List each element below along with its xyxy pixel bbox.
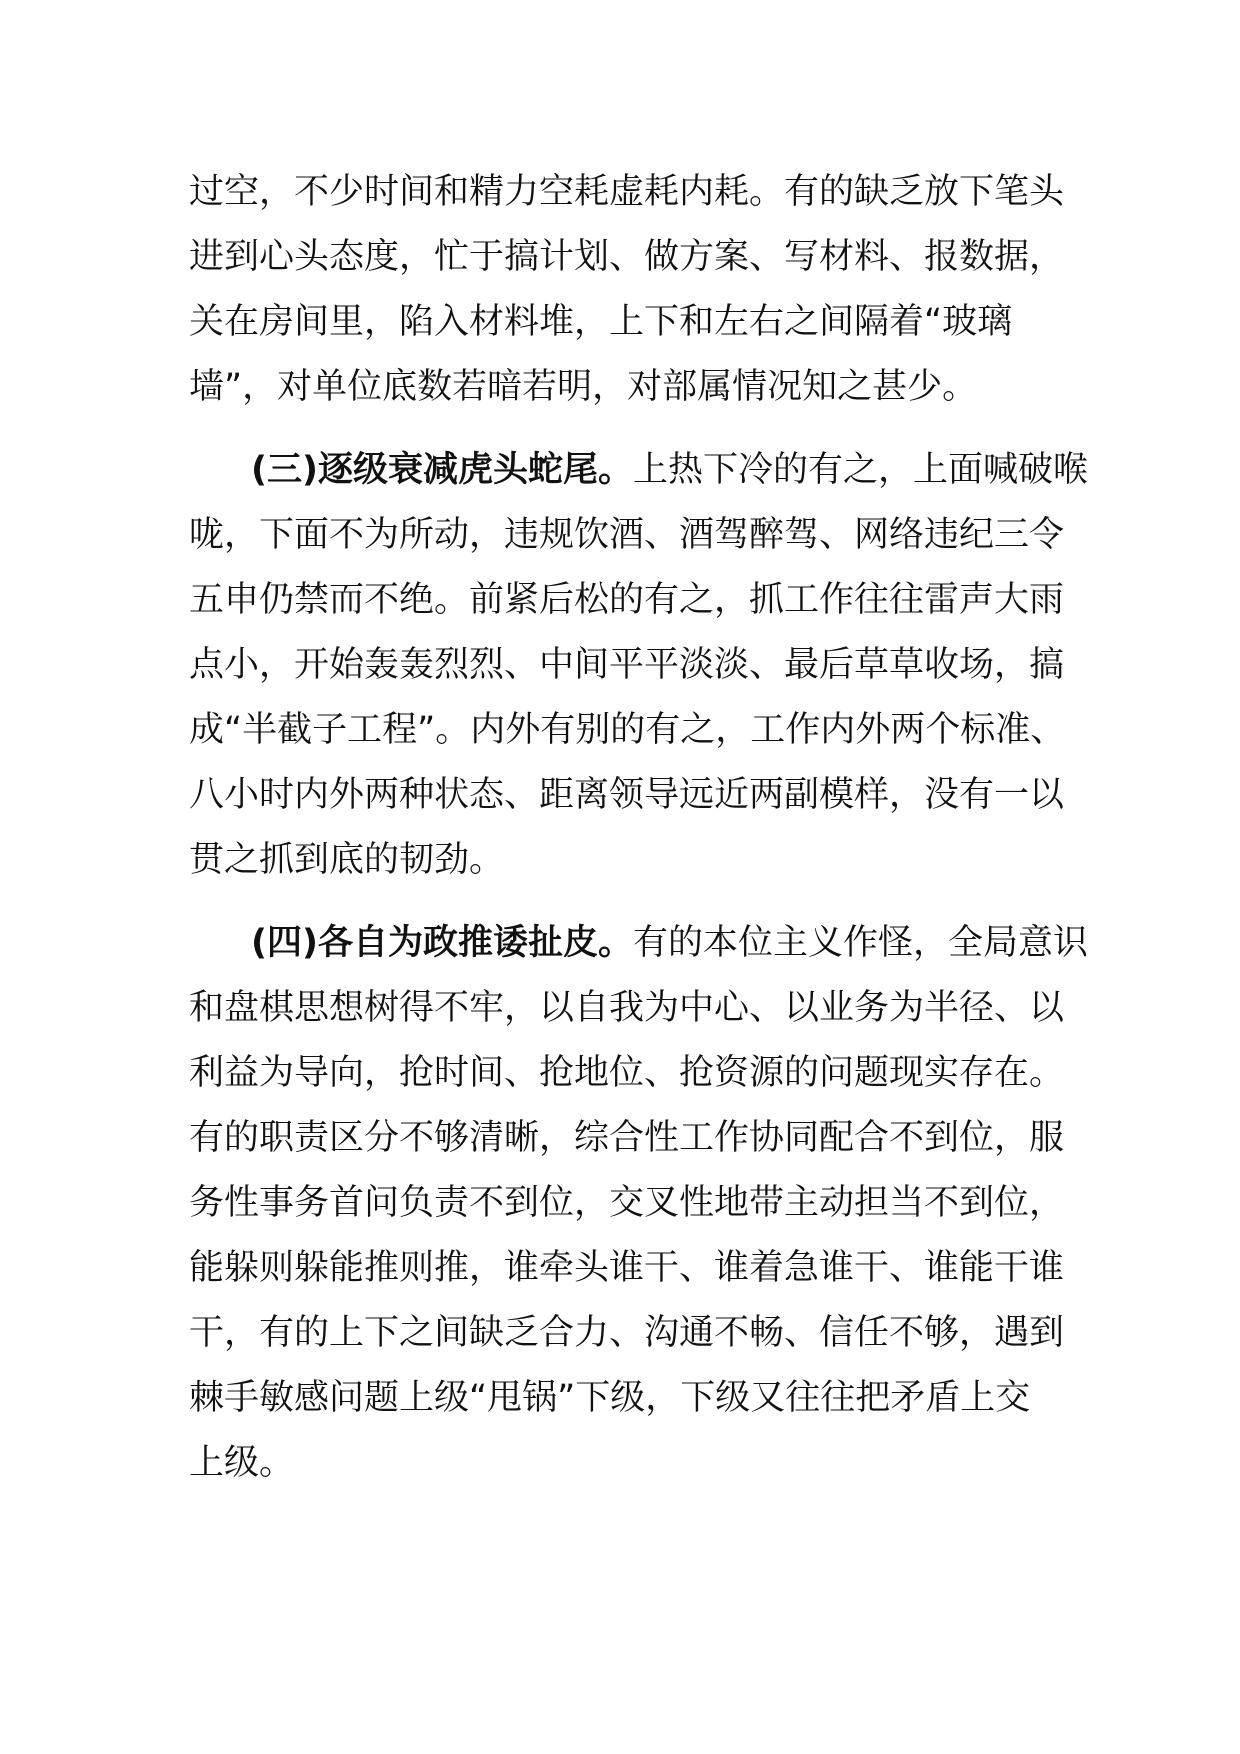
text-line: 务性事务首问负责不到位，交叉性地带主动担当不到位， <box>189 1183 1065 1223</box>
text-line: 棘手敏感问题上级“甩锅”下级，下级又往往把矛盾上交 <box>189 1378 1031 1418</box>
text-line: 利益为导向，抢时间、抢地位、抢资源的问题现实存在。 <box>189 1053 1065 1093</box>
text-line: 能躲则躲能推则推，谁牵头谁干、谁着急谁干、谁能干谁 <box>189 1248 1065 1288</box>
section-heading: (三)逐级衰减虎头蛇尾。 <box>251 450 633 490</box>
text-line: 五申仍禁而不绝。前紧后松的有之，抓工作往往雷声大雨 <box>189 580 1065 620</box>
text-line: 干，有的上下之间缺乏合力、沟通不畅、信任不够，遇到 <box>189 1313 1065 1353</box>
text-line: 点小，开始轰轰烈烈、中间平平淡淡、最后草草收场，搞 <box>189 645 1065 685</box>
text-line: 过空，不少时间和精力空耗虚耗内耗。有的缺乏放下笔头 <box>189 172 1065 212</box>
text-line: 关在房间里，陷入材料堆，上下和左右之间隔着“玻璃 <box>189 302 1013 342</box>
paragraph-continuation <box>189 160 1069 420</box>
paragraph-section-3 <box>189 438 1089 893</box>
text-line: 贯之抓到底的韧劲。 <box>189 840 505 880</box>
text-line-rest: 上热下冷的有之，上面喊破喉 <box>633 450 1089 490</box>
text-line: 墙”，对单位底数若暗若明，对部属情况知之甚少。 <box>189 367 978 407</box>
document-page <box>189 160 1089 1514</box>
text-line <box>189 438 1089 503</box>
text-line: 上级。 <box>189 1443 295 1483</box>
text-line: 进到心头态度，忙于搞计划、做方案、写材料、报数据， <box>189 237 1065 277</box>
text-line: 八小时内外两种状态、距离领导远近两副模样，没有一以 <box>189 775 1065 815</box>
paragraph-section-4 <box>189 911 1089 1496</box>
section-heading: (四)各自为政推诿扯皮。 <box>251 923 633 963</box>
text-line <box>189 911 1089 976</box>
text-line: 成“半截子工程”。内外有别的有之，工作内外两个标准、 <box>189 710 1066 750</box>
text-line: 咙，下面不为所动，违规饮酒、酒驾醉驾、网络违纪三令 <box>189 515 1065 555</box>
text-line: 有的职责区分不够清晰，综合性工作协同配合不到位，服 <box>189 1118 1065 1158</box>
text-line: 和盘棋思想树得不牢，以自我为中心、以业务为半径、以 <box>189 988 1065 1028</box>
text-line-rest: 有的本位主义作怪，全局意识 <box>633 923 1089 963</box>
